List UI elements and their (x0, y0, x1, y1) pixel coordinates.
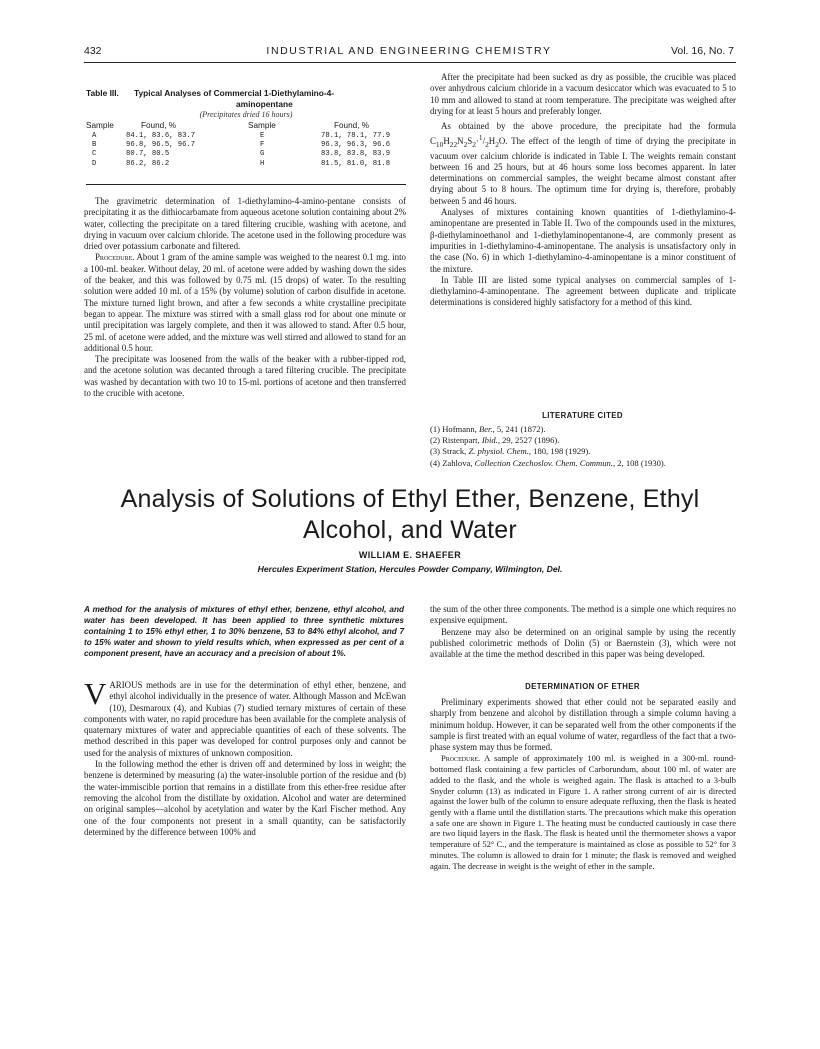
text-run: H (488, 136, 496, 147)
table3-body (86, 132, 406, 180)
table3-cell: F (260, 141, 265, 150)
reference-item (430, 458, 740, 469)
table-row (86, 160, 406, 169)
subscript: 10 (435, 140, 444, 150)
top-left-column (84, 196, 406, 399)
reference-item (430, 435, 740, 446)
right-lower-column (430, 604, 736, 660)
subscript: 2 (485, 140, 489, 150)
reference-source: Z. physiol. Chem. (468, 446, 529, 457)
subscript: 2 (495, 140, 499, 150)
reference-source: Ber. (478, 424, 493, 434)
reference-details: , 2, 108 (1930). (612, 457, 666, 468)
table3-cell: 96.3, 96.3, 96.6 (321, 141, 391, 150)
reference-number: (4) (430, 457, 441, 468)
table3-cell: G (260, 150, 265, 159)
table3-cell: E (260, 132, 265, 140)
article-affiliation: Hercules Experiment Station, Hercules Powder Company, Wilmington, Del. (257, 564, 563, 574)
paragraph (430, 753, 736, 871)
table3-cell: 81.5, 81.0, 81.8 (321, 159, 391, 168)
ether-section (430, 697, 736, 871)
table3-col-found2: Found, % (334, 121, 370, 130)
text-run: · (475, 136, 479, 147)
paragraph (430, 121, 736, 207)
reference-details: , 180, 198 (1929). (528, 446, 591, 457)
table3-caption-line1: Typical Analyses of Commercial 1-Diethylamino-4- (134, 88, 335, 98)
text-run: N (457, 136, 464, 147)
table-row (86, 141, 406, 150)
volume-issue: Vol. 16, No. 7 (670, 45, 734, 57)
reference-details: , 29, 2527 (1896). (497, 435, 560, 446)
article-title-line1: Analysis of Solutions of Ethyl Ether, Benzene, Ethyl (120, 485, 700, 513)
text-run: H (443, 136, 450, 147)
paragraph: Benzene may also be determined on an original sample by using the recently published colorimetric methods of Dolin (5) or Baernstein (3), which were not available at the time the method described in this paper was being developed. (430, 626, 736, 660)
paragraph: The precipitate was loosened from the walls of the beaker with a rubber-tipped rod, and the acetone solution was decanted through a tared filtering crucible. The precipitate was washed by decantation with two 10 to 15-ml. portions of acetone and then transferred to the crucible with acetone. (84, 354, 406, 399)
table3-bottom-rule (86, 184, 406, 185)
header-rule (84, 62, 736, 63)
top-right-column (430, 72, 736, 309)
paragraph: In the following method the ether is driven off and determined by loss in weight; the benzene is determined by measuring (a) the water-insoluble portion of the residue and (b) the water-immiscible portion that remains in a distillate from this ether-free residue after removing the alcohol from the distillate by oxidation. Alcohol and water are determined on original samples—alcohol by acetylation and water by the Karl Fischer method. Any one of the four components not present in a small quantity, can be satisfactorily determined by the difference between 100% and (84, 759, 406, 837)
table3-cell: 86.2, 86.2 (126, 159, 170, 168)
table-row (86, 132, 406, 141)
table3-cell: 84.1, 83.6, 83.7 (126, 132, 196, 140)
paragraph (84, 676, 406, 759)
paragraph: the sum of the other three components. The method is a simple one which requires no expensive equipment. (430, 604, 736, 626)
reference-item (430, 424, 740, 435)
reference-number: (1) (430, 424, 441, 434)
reference-author: Ristenpart, (442, 435, 482, 446)
running-header (84, 45, 734, 59)
paragraph-text: About 1 gram of the amine sample was weighed to the nearest 0.1 mg. into a 100-ml. beaker. Without delay, 20 ml. of acetone were added by washing down the sides of the beaker, and this was followed by 0.75 ml. (15 drops) of water. To the resulting solution were added 10 ml. of a 15% (by volume) solution of carbon disulfide in acetone. The mixture turned light brown, and after a few seconds a white crystalline precipitate began to appear. The mixture was stirred with a small glass rod for about one minute or until precipitation was largely complete, and then it was allowed to stand. After 0.5 hour, 25 ml. of acetone were added, and the mixture was well stirred and allowed to stand for an additional 0.5 hour. (84, 252, 406, 353)
superscript: 1 (478, 133, 483, 143)
text-run: O. The effect of the length of time of drying the precipitate in vacuum over calcium chloride is indicated in Table I. The weights remain constant between 16 and 25 hours, but at 46 hours some loss becomes apparent. In later determinations on commercial samples, the weight became almost constant after drying about 5 to 8 hours. The optimum time for drying is, therefore, probably between 5 and 46 hours. (430, 136, 736, 206)
drop-cap: V (84, 676, 107, 711)
table3-col-sample2: Sample (248, 121, 276, 130)
paragraph (84, 252, 406, 354)
subscript: 2 (463, 140, 468, 150)
paragraph: The gravimetric determination of 1-diethylamino-4-amino-pentane consists of precipitating it as the dithiocarbamate from aqueous acetone solution containing about 2% water, collecting the precipitate on a tared filtering crucible, washing with acetone, and drying in vacuum over calcium chloride. The acetone used in the following procedure was dried over potassium carbonate and filtered. (84, 196, 406, 252)
reference-source: Collection Czechoslov. Chem. Commun. (474, 457, 613, 468)
paragraph: Analyses of mixtures containing known quantities of 1-diethylamino-4-aminopentane are presented in Table II. Two of the compounds used in the mixtures, β-diethylaminoethanol and 1-diethylaminopentanone-4, are commonly present as impurities in 1-diethylamino-4-aminopentane. The analysis is unsatisfactory only in the case (No. 6) in which 1-diethylamino-4-aminopentane is a minor constituent of the mixture. (430, 207, 736, 274)
table3-cell: 78.1, 78.1, 77.9 (321, 132, 391, 140)
table3-subcaption: (Precipitates dried 16 hours) (199, 110, 293, 119)
reference-item (430, 446, 740, 457)
literature-cited-heading: LITERATURE CITED (542, 411, 623, 420)
table3-cell: 96.8, 96.5, 96.7 (126, 141, 196, 150)
table3-cell: 80.7, 80.5 (126, 150, 170, 159)
reference-author: Hofmann, (442, 424, 479, 434)
intro-column (84, 676, 406, 838)
paragraph-text: ARIOUS methods are in use for the determination of ethyl ether, benzene, and ethyl alcohol individually in the presence of water. Although Masson and McEwan (10), Desmaroux (4), and Kubias (7) studied ternary mixtures of certain of these components with water, no rapid procedure has been available for the complete analysis of quaternary mixtures of water and appreciable quantities of each of these solvents. The method described in this paper was developed for control purposes only and cannot be used for the analysis of mixtures of unknown composition. (84, 680, 406, 758)
table3-caption-line2: aminopentane (236, 98, 293, 109)
table3-cell: A (92, 132, 97, 140)
reference-list (430, 424, 740, 469)
table3-cell: B (92, 141, 97, 150)
article-title (84, 484, 736, 546)
table3-cell: 83.8, 83.8, 83.9 (321, 150, 391, 159)
paragraph: In Table III are listed some typical analyses on commercial samples of 1-diethylamino-4-aminopentane. The agreement between duplicate and triplicate determinations is considered highly satisfactory for a method of this kind. (430, 274, 736, 308)
run-in-heading: Procedure. (441, 753, 481, 764)
run-in-heading: Procedure. (95, 252, 135, 263)
paragraph: Preliminary experiments showed that ether could not be separated easily and sharply from benzene and alcohol by distillation through a simple column having a minimum holdup. However, it can be separated well from the other components if the sample is first treated with an equal volume of water, regardless of the fact that a two-phase system may thus be formed. (430, 697, 736, 753)
subscript: 22 (449, 140, 458, 150)
text-run: S (467, 136, 473, 147)
article-author: WILLIAM E. SHAEFER (358, 550, 462, 560)
table3-label: Table III. (86, 88, 119, 98)
reference-author: Zahlova, (442, 457, 475, 468)
paragraph-text: A sample of approximately 100 ml. is weighed in a 300-ml. round-bottomed flask containing a few particles of Carborundum, about 100 ml. of water are added to the flask, and the whole is weighed again. The flask is attached to a 3-bulb Snyder column (13) as indicated in Figure 1. A rather strong current of air is directed against the lower bulb of the column to ensure adequate refluxing, then the flask is heated gently with a flame until the distillation starts. The precautions which make this operation a safe one are shown in Figure 1. The heating must be conducted cautiously in case there are two liquid layers in the flask. The flask is heated until the thermometer shows a vapor temperature of 52° C., and the temperature is maintained as close as possible to 52° for 3 minutes. The column is allowed to drain for 1 minute; the flask is removed and weighed again. The decrease in weight is the weight of ether in the sample. (430, 753, 736, 871)
table3-cell: C (92, 150, 97, 159)
page-number: 432 (84, 45, 102, 57)
subscript: 2 (472, 140, 476, 150)
article-abstract: A method for the analysis of mixtures of ethyl ether, benzene, ethyl alcohol, and water has been developed. It has been applied to three synthetic mixtures containing 1 to 15% ethyl ether, 1 to 30% benzene, 53 to 84% ethyl alcohol, and 7 to 15% water and shown to yield results which, when expressed as per cent of a component present, have an accuracy and a precision of about 1%. (84, 605, 404, 658)
table3-col-found: Found, % (141, 121, 177, 130)
section-heading: DETERMINATION OF ETHER (525, 682, 640, 691)
paragraph: After the precipitate had been sucked as dry as possible, the crucible was placed over anhydrous calcium chloride in a vacuum desiccator which was evacuated to 5 to 10 mm and allowed to stand at room temperature. The precipitate was weighed after drying for at least 5 hours and preferably longer. (430, 72, 736, 116)
table3-cell: D (92, 159, 97, 168)
text-run: / (482, 136, 486, 147)
reference-source: Ibid. (481, 435, 498, 446)
reference-number: (3) (430, 446, 441, 457)
reference-number: (2) (430, 435, 441, 446)
table-row (86, 150, 406, 159)
journal-title: INDUSTRIAL AND ENGINEERING CHEMISTRY (266, 45, 552, 57)
text-run: As obtained by the above procedure, the precipitate had the formula C (430, 121, 736, 147)
article-title-line2: Alcohol, and Water (303, 516, 517, 544)
reference-author: Strack, (442, 446, 469, 457)
reference-details: , 5, 241 (1872). (492, 424, 546, 434)
table3-caption (86, 88, 406, 109)
table3-col-sample: Sample (86, 121, 114, 130)
table3-cell: H (260, 159, 265, 168)
